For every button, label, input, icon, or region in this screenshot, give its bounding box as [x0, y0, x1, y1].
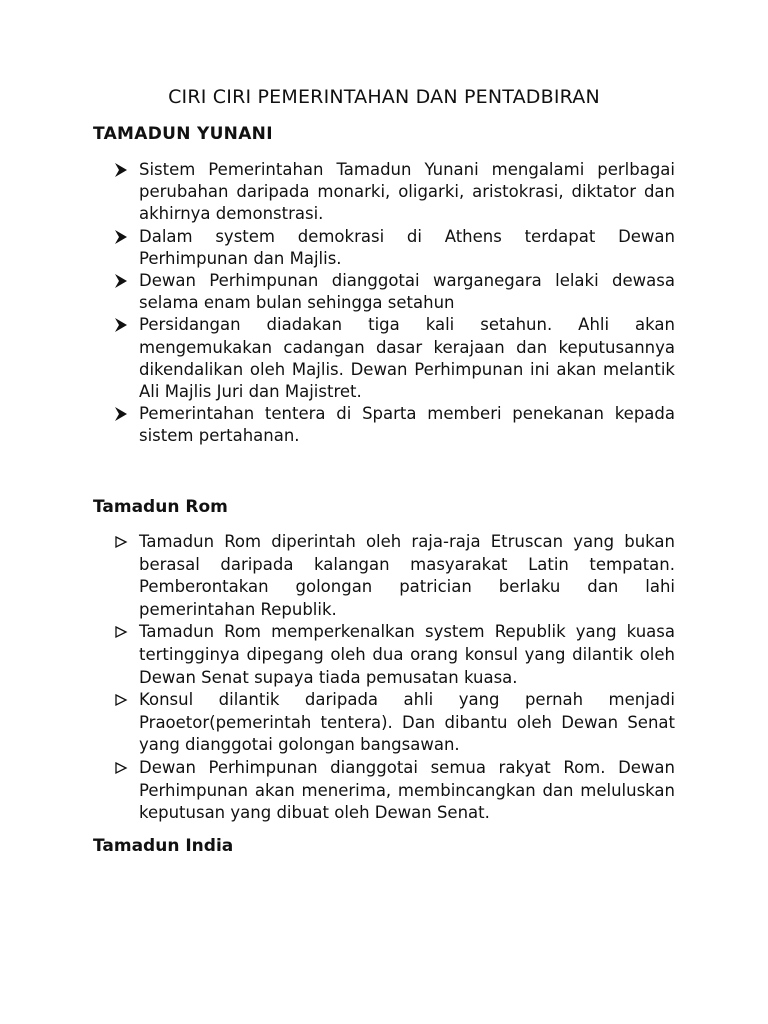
list-item: [114, 226, 675, 270]
outline-arrowhead-bullet-icon: [114, 624, 128, 640]
outline-arrowhead-bullet-icon: [114, 534, 128, 550]
list-item: [114, 531, 675, 621]
filled-arrowhead-bullet-icon: [114, 273, 128, 289]
list-item-text: Dalam system demokrasi di Athens terdapat Dewan Perhimpunan dan Majlis.: [139, 226, 675, 268]
list-item-text: Sistem Pemerintahan Tamadun Yunani mengalami perlbagai perubahan daripada monarki, oligarki, aristokrasi, diktator dan akhirnya demonstrasi.: [139, 160, 675, 224]
list-item-text: Tamadun Rom memperkenalkan system Republik yang kuasa tertingginya dipegang oleh dua orang konsul yang dilantik oleh Dewan Senat supaya tiada pemusatan kuasa.: [139, 622, 675, 687]
section-heading-rom: Tamadun Rom: [93, 497, 228, 517]
list-item: [114, 621, 675, 689]
bullet-list-yunani: [114, 159, 675, 448]
list-item-text: Dewan Perhimpunan dianggotai warganegara lelaki dewasa selama enam bulan sehingga setahun: [139, 271, 675, 313]
list-item: [114, 689, 675, 757]
list-item-text: Konsul dilantik daripada ahli yang pernah menjadi Praoetor(pemerintah tentera). Dan dibantu oleh Dewan Senat yang dianggotai golongan bangsawan.: [139, 690, 675, 755]
section-heading-india: Tamadun India: [93, 836, 234, 856]
list-item: [114, 270, 675, 314]
section-heading-yunani: TAMADUN YUNANI: [93, 124, 273, 144]
list-item-text: Dewan Perhimpunan dianggotai semua rakyat Rom. Dewan Perhimpunan akan menerima, membincangkan dan meluluskan keputusan yang dibuat oleh Dewan Senat.: [139, 757, 675, 823]
list-item-text: Persidangan diadakan tiga kali setahun. Ahli akan mengemukakan cadangan dasar kerajaan dan keputusannya dikendalikan oleh Majlis. Dewan Perhimpunan ini akan melantik Ali Majlis Juri dan Majistret.: [139, 315, 675, 402]
list-item: [114, 757, 675, 825]
filled-arrowhead-bullet-icon: [114, 406, 128, 422]
bullet-list-rom: [114, 531, 675, 825]
document-title: CIRI CIRI PEMERINTAHAN DAN PENTADBIRAN: [168, 86, 600, 108]
list-item: [114, 314, 675, 403]
filled-arrowhead-bullet-icon: [114, 229, 128, 245]
list-item-text: Tamadun Rom diperintah oleh raja-raja Etruscan yang bukan berasal daripada kalangan masyarakat Latin tempatan. Pemberontakan golongan patrician berlaku dan lahi pemerintahan Republik.: [139, 532, 675, 619]
list-item: [114, 403, 675, 447]
filled-arrowhead-bullet-icon: [114, 162, 128, 178]
outline-arrowhead-bullet-icon: [114, 760, 128, 776]
list-item-text: Pemerintahan tentera di Sparta memberi penekanan kepada sistem pertahanan.: [139, 404, 675, 446]
outline-arrowhead-bullet-icon: [114, 692, 128, 708]
list-item: [114, 159, 675, 226]
filled-arrowhead-bullet-icon: [114, 317, 128, 333]
